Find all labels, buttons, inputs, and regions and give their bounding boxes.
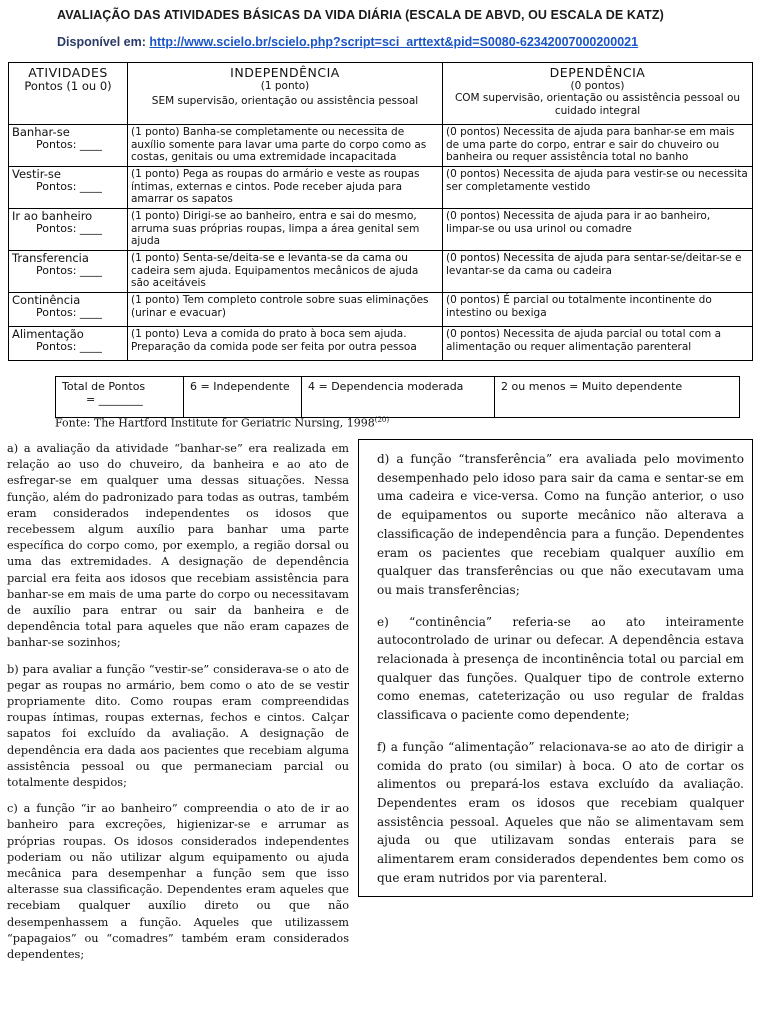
independence-points: (1 ponto) — [260, 79, 310, 92]
independent-cell: (1 ponto) Pega as roupas do armário e veste as roupas íntimas, externas e cintos. Pode receber ajuda para amarrar os sapatos — [128, 167, 443, 209]
paragraph-d: d) a função “transferência” era avaliada pelo movimento desempenhado pelo idoso para sair da cama e sentar-se em uma cadeira e vice-versa. Como na função anterior, o uso de equipamentos ou suporte mecânico não alterava a classificação de independência para a função. Dependentes eram os pacientes que recebiam qualquer auxílio em qualquer das transferências ou que não executavam uma ou mais transferências; — [377, 452, 744, 597]
dependent-cell: (0 pontos) Necessita de ajuda para vestir-se ou necessita ser completamente vestido — [443, 167, 753, 209]
dependence-desc: COM supervisão, orientação ou assistência pessoal ou cuidado integral — [454, 92, 741, 117]
points-field[interactable]: Pontos: ____ — [36, 263, 102, 277]
availability-line — [57, 35, 638, 49]
table-row — [9, 209, 753, 251]
points-heading: Pontos (1 ou 0) — [24, 78, 112, 93]
paragraph-b: b) para avaliar a função “vestir-se” considerava-se o ato de pegar as roupas no armário, bem como o ato de se vestir propriamente dito. Como roupas eram compreendidas roupas íntimas, roupas externas, fechos e cintos. Calçar sapatos foi excluído da avaliação. A designação de dependência era dada aos pacientes que recebiam alguma assistência pessoal ou que permaneciam parcial ou totalmente despidos; — [7, 662, 349, 790]
dependent-cell: (0 pontos) Necessita de ajuda para sentar-se/deitar-se e levantar-se da cama ou cadeira — [443, 251, 753, 293]
independent-cell: (1 ponto) Dirigi-se ao banheiro, entra e sai do mesmo, arruma suas próprias roupas, limpa a área genital sem ajuda — [128, 209, 443, 251]
activity-name: Continência — [12, 293, 81, 307]
independent-cell: (1 ponto) Banha-se completamente ou necessita de auxílio somente para lavar uma parte do corpo como as costas, genitais ou uma extremidade incapacitada — [128, 125, 443, 167]
dependent-cell: (0 pontos) Necessita de ajuda parcial ou total com a alimentação ou requer alimentação parenteral — [443, 327, 753, 361]
table-row — [9, 293, 753, 327]
total-independent-cell: 6 = Independente — [184, 377, 302, 418]
activity-name: Transferencia — [12, 251, 89, 265]
points-field[interactable]: Pontos: ____ — [36, 339, 102, 353]
right-column-box — [358, 439, 753, 897]
page-title: AVALIAÇÃO DAS ATIVIDADES BÁSICAS DA VIDA DIÁRIA (ESCALA DE ABVD, OU ESCALA DE KATZ) — [57, 8, 664, 22]
activity-cell — [9, 167, 128, 209]
left-column — [7, 441, 349, 973]
table-row — [9, 251, 753, 293]
source-note — [55, 416, 389, 430]
source-link[interactable]: http://www.scielo.br/scielo.php?script=sci_arttext&pid=S0080-62342007000200021 — [149, 35, 639, 49]
dependence-heading: DEPENDÊNCIA — [549, 65, 646, 80]
total-points-label: Total de Pontos — [62, 380, 146, 393]
points-field[interactable]: Pontos: ____ — [36, 305, 102, 319]
paragraph-c: c) a função “ir ao banheiro” compreendia o ato de ir ao banheiro para excreções, higienizar-se e arrumar as próprias roupas. Os idosos considerados independentes poderiam ou não utilizar algum equipamento ou ajuda mecânica para desempenhar a função sem que isso alterasse sua classificação. Dependentes eram aqueles que recebiam qualquer auxílio direto ou que não desempenhassem a função. Aqueles que utilizassem “papagaios” ou “comadres” também eram considerados dependentes; — [7, 802, 349, 962]
activity-name: Alimentação — [12, 327, 84, 341]
activity-cell — [9, 293, 128, 327]
dependent-cell: (0 pontos) É parcial ou totalmente incontinente do intestino ou bexiga — [443, 293, 753, 327]
activity-cell — [9, 251, 128, 293]
katz-table — [8, 62, 753, 361]
independent-cell: (1 ponto) Senta-se/deita-se e levanta-se da cama ou cadeira sem ajuda. Equipamentos mecânicos de ajuda são aceitáveis — [128, 251, 443, 293]
independent-cell: (1 ponto) Leva a comida do prato à boca sem ajuda. Preparação da comida pode ser feita por outra pessoa — [128, 327, 443, 361]
source-ref: (20) — [374, 416, 390, 424]
points-field[interactable]: Pontos: ____ — [36, 221, 102, 235]
activities-header — [9, 63, 128, 125]
source-text: Fonte: The Hartford Institute for Geriatric Nursing, 1998 — [55, 416, 375, 430]
activities-heading: ATIVIDADES — [28, 65, 108, 80]
paragraph-e: e) “continência” referia-se ao ato inteiramente autocontrolado de urinar ou defecar. A dependência estava relacionada à presença de incontinência total ou parcial em qualquer das funções. Qualquer tipo de controle externo como enemas, cateterização ou uso regular de fraldas classificava o paciente como dependente; — [377, 614, 744, 723]
totals-table — [55, 376, 740, 418]
total-points-cell — [56, 377, 184, 418]
activity-name: Banhar-se — [12, 125, 70, 139]
points-field[interactable]: Pontos: ____ — [36, 179, 102, 193]
paragraph-f: f) a função “alimentação” relacionava-se ao ato de dirigir a comida do prato (ou similar) à boca. O ato de cortar os alimentos ou prepará-los estava excluído da avaliação. Dependentes eram os idosos que recebiam qualquer assistência pessoal. Aqueles que não se alimentavam sem ajuda ou que utilizavam sondas enterais para se alimentarem eram considerados dependentes bem como os que eram nutridos por via parenteral. — [377, 739, 744, 885]
activity-cell — [9, 125, 128, 167]
dependence-header — [443, 63, 753, 125]
independence-header — [128, 63, 443, 125]
independence-heading: INDEPENDÊNCIA — [230, 65, 340, 80]
paragraph-a: a) a avaliação da atividade “banhar-se” era realizada em relação ao uso do chuveiro, da banheira e ao ato de esfregar-se em qualquer uma dessas situações. Nessa função, além do padronizado para todas as outras, também eram considerados independentes os idosos que recebessem algum auxílio para banhar uma parte específica do corpo como, por exemplo, a região dorsal ou uma das extremidades. A designação de dependência parcial era feita aos idosos que recebiam assistência para banhar-se em mais de uma parte do corpo ou necessitavam de auxílio para entrar ou sair da banheira e de dependência total para aqueles que não eram capazes de banhar-se sozinhos; — [7, 442, 349, 650]
total-points-field[interactable]: = ________ — [86, 393, 143, 406]
table-row — [9, 125, 753, 167]
dependent-cell: (0 pontos) Necessita de ajuda para banhar-se em mais de uma parte do corpo, entrar e sair do chuveiro ou banheira ou requer assistência total no banho — [443, 125, 753, 167]
activity-name: Ir ao banheiro — [12, 209, 93, 223]
independence-desc: SEM supervisão, orientação ou assistência pessoal — [151, 95, 419, 107]
table-header-row — [9, 63, 753, 125]
independent-cell: (1 ponto) Tem completo controle sobre suas eliminações (urinar e evacuar) — [128, 293, 443, 327]
dependent-cell: (0 pontos) Necessita de ajuda para ir ao banheiro, limpar-se ou usa urinol ou comadre — [443, 209, 753, 251]
total-very-dependent-cell: 2 ou menos = Muito dependente — [495, 377, 740, 418]
table-row — [9, 167, 753, 209]
availability-label: Disponível em: — [57, 35, 146, 49]
activity-cell — [9, 209, 128, 251]
dependence-points: (0 pontos) — [570, 79, 625, 92]
activity-cell — [9, 327, 128, 361]
totals-row — [56, 377, 740, 418]
total-moderate-cell: 4 = Dependencia moderada — [302, 377, 495, 418]
table-row — [9, 327, 753, 361]
activity-name: Vestir-se — [12, 167, 61, 181]
points-field[interactable]: Pontos: ____ — [36, 137, 102, 151]
